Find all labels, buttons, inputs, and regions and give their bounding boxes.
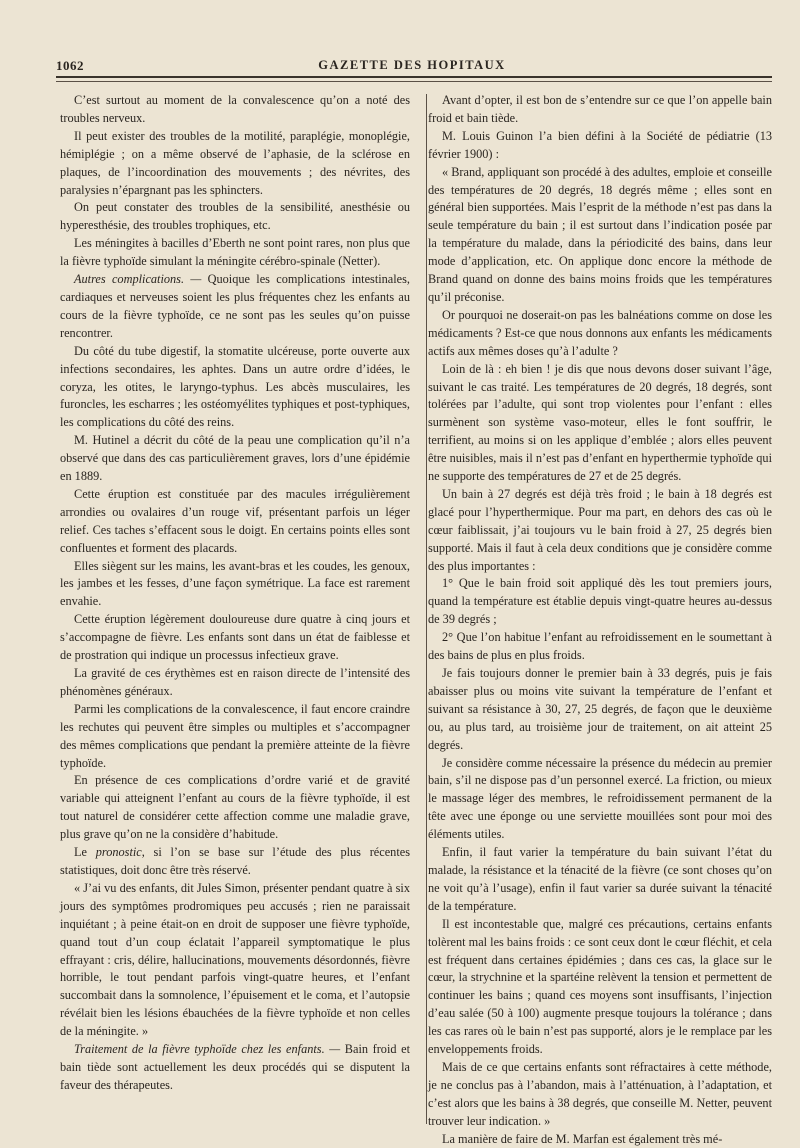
- paragraph: « Brand, appliquant son procédé à des adultes, emploie et conseille des températures de 20 degrés, 18 degrés même ; elles sont en général bien supportées. Mais l’esprit de la méthode n’est pas dans la seule température du bain ; il est surtout dans l’indication posée par la température du malade, dans la périodicité des bains, dans leur mode d’application, etc. On applique donc encore la méthode de Brand quand on donne des bains moins froids que les températures qu’il préconise.: [428, 164, 772, 304]
- paragraph: « J’ai vu des enfants, dit Jules Simon, présenter pendant quatre à six jours des symptômes prodromiques peu accusés ; rien ne paraissait inquiétant ; à peine était-on en droit de supposer une fièvre typhoïde, quand tout d’un coup éclatait l’appareil symptomatique le plus effrayant : cris, délire, hallucinations, mouvements désordonnés, fièvre horrible, le tout pendant parfois vingt-quatre heures, et l’enfant succombait dans la somnolence, l’épuisement et le coma, et l’autopsie révélait bien les lésions ébauchées de la fièvre typhoïde et non celles de la méningite. »: [60, 880, 410, 1039]
- paragraph: Elles siègent sur les mains, les avant-bras et les coudes, les genoux, les jambes et les fesses, d’une façon symétrique. La face est rarement envahie.: [60, 558, 410, 609]
- paragraph: Du côté du tube digestif, la stomatite ulcéreuse, porte ouverte aux infections secondaires, les aphtes. Dans un autre ordre d’idées, le coryza, les otites, le laryngo-typhus. Les abcès musculaires, les furoncles, les escharres ; les ostéomyélites typhiques et post-typhiques, les complications du côté des reins.: [60, 343, 410, 430]
- subheading-pronostic: pronostic: [95, 845, 142, 860]
- left-column: [60, 92, 410, 1095]
- paragraph: La manière de faire de M. Marfan est également très mé-: [442, 1131, 723, 1146]
- paragraph: Il peut exister des troubles de la motilité, paraplégie, monoplégie, hémiplégie ; on a même observé de l’aphasie, de la sclérose en plaques, de l’incoordination des mouvements ; des névrites, des paralysies n’épargnant pas les sphincters.: [60, 128, 410, 197]
- header-rule: [56, 76, 772, 78]
- paragraph: Avant d’opter, il est bon de s’entendre sur ce que l’on appelle bain froid et bain tiède.: [428, 93, 772, 125]
- paragraph: 2° Que l’on habitue l’enfant au refroidissement en le soumettant à des bains de plus en plus froids.: [428, 630, 772, 663]
- paragraph: Je fais toujours donner le premier bain à 33 degrés, puis je fais abaisser plus ou moins vite suivant la température de l’enfant et suivant sa résistance à 30, 27, 25 degrés, de façon que le deuxième ou, au plus tard, au troisième jour de traitement, on ait atteint 25 degrés.: [428, 666, 772, 752]
- paragraph: La gravité de ces érythèmes est en raison directe de l’intensité des phénomènes généraux.: [60, 666, 410, 698]
- paragraph: [60, 1041, 410, 1095]
- paragraph: C’est surtout au moment de la convalescence qu’on a noté des troubles nerveux.: [60, 93, 410, 125]
- paragraph: On peut constater des troubles de la sensibilité, anesthésie ou hyperesthésie, des troubles trophiques, etc.: [60, 200, 410, 233]
- paragraph: Parmi les complications de la convalescence, il faut encore craindre les rechutes qui peuvent être simples ou multiples et s’accompagner des mêmes complications que pendant la première atteinte de la fièvre typhoïde.: [60, 701, 410, 770]
- page-number: 1062: [56, 58, 84, 73]
- paragraph: En présence de ces complications d’ordre varié et de gravité variable qui atteignent l’enfant au cours de la fièvre typhoïde, il est tout naturel de considérer cette affection comme une maladie grave, plus grave qu’on ne la considère d’habitude.: [60, 773, 410, 842]
- paragraph: Les méningites à bacilles d’Eberth ne sont point rares, non plus que la fièvre typhoïde simulant la méningite cérébro-spinale (Netter).: [60, 236, 410, 269]
- page-header: [56, 56, 768, 76]
- paragraph-text: Bain froid et bain tiède sont actuellement les deux procédés qui se disputent la faveur des thérapeutes.: [60, 1042, 410, 1092]
- paragraph: M. Hutinel a décrit du côté de la peau une complication qu’il n’a observé que dans des cas particulièrement graves, lors d’une épidémie en 1889.: [60, 433, 410, 484]
- paragraph: Loin de là : eh bien ! je dis que nous devons doser suivant l’âge, suivant le cas traité. Les températures de 20 degrés, 18 degrés, sont tolérées par l’adulte, qui sont trop violentes pour l’enfant : elles surmènent son système vaso-moteur, elles le font souffrir, le terrifient, au moins si on les applique d’emblée ; alors elles peuvent être nuisibles, mais il n’est pas d’enfant en hyperthermie typhoïde qui ne supporte des températures de 27 et de 25 degrés.: [428, 361, 772, 484]
- paragraph: Cette éruption est constituée par des macules irrégulièrement arrondies ou ovalaires d’un rouge vif, présentant parfois un léger relief. Ces taches s’effacent sous le doigt. En certains points elles sont confluentes et forment des placards.: [60, 486, 410, 555]
- subheading-traitement: Traitement de la fièvre typhoïde chez les enfants. —: [74, 1042, 341, 1057]
- paragraph: M. Louis Guinon l’a bien défini à la Société de pédiatrie (13 février 1900) :: [428, 128, 772, 161]
- header-rule-thin: [56, 81, 772, 82]
- paragraph-text: Quoique les complications intestinales, cardiaques et nerveuses soient les plus fréquentes chez les enfants au cours de la fièvre typhoïde, ce ne sont pas les seules qu’on puisse rencontrer.: [60, 272, 410, 340]
- paragraph: Mais de ce que certains enfants sont réfractaires à cette méthode, je ne conclus pas à l’abandon, mais à l’atténuation, à l’adaptation, et c’est alors que les bains à 38 degrés, que conseille M. Netter, peuvent trouver leur indication. »: [428, 1059, 772, 1128]
- paragraph: [60, 271, 410, 343]
- paragraph: 1° Que le bain froid soit appliqué dès les tout premiers jours, quand la température est établie depuis vingt-quatre heures au-dessus de 39 degrés ;: [428, 576, 772, 627]
- paragraph: Je considère comme nécessaire la présence du médecin au premier bain, s’il ne dispose pas d’un personnel exercé. La friction, ou mieux le massage léger des membres, le refroidissement permanent de la tête avec une éponge ou une serviette mouillées sont pour moi des éléments utiles.: [428, 755, 772, 842]
- paragraph: Enfin, il faut varier la température du bain suivant l’état du malade, la résistance et la ténacité de la fièvre (ce sont choses qu’on ne voit qu’à l’usage), enfin il faut varier sa durée suivant la ténacité de la température.: [428, 845, 772, 913]
- paragraph: Un bain à 27 degrés est déjà très froid ; le bain à 18 degrés est glacé pour l’hyperthermique. Pour ma part, en dehors des cas où le cœur faiblissait, j’ai toujours vu le bain froid à 27, 25 degrés bien supporté. Mais il faut à cela deux conditions que je considère comme des plus importantes :: [428, 486, 772, 573]
- prognostic-prefix: Le: [74, 845, 87, 860]
- right-column: [428, 92, 772, 1148]
- journal-title: GAZETTE DES HOPITAUX: [318, 58, 506, 72]
- subheading-autres-complications: Autres complications. —: [74, 272, 202, 287]
- paragraph: Cette éruption légèrement douloureuse dure quatre à cinq jours et s’accompagne de fièvre. Les enfants sont dans un état de faiblesse et de prostration qui indique un processus infectieux grave.: [60, 612, 410, 663]
- paragraph: [60, 844, 410, 880]
- column-divider: [426, 94, 427, 1124]
- paragraph-text: , si l’on se base sur l’étude des plus récentes statistiques, doit donc être très réservé.: [60, 845, 410, 877]
- paragraph: Il est incontestable que, malgré ces précautions, certains enfants tolèrent mal les bains froids : ce sont ceux dont le cœur fléchit, et cela est fréquent dans certaines épidémies ; dans ces cas, la glace sur le cœur, la strychnine et la spartéine relèvent la tension et permettent de continuer les bains ; quand ces moyens sont insuffisants, l’injection d’eau salée (50 à 100) augmente presque toujours la tolérance ; dans les cas rares où le bain n’est pas supporté, alors je le remplace par les enveloppements froids.: [428, 916, 772, 1057]
- paragraph: Or pourquoi ne doserait-on pas les balnéations comme on dose les médicaments ? Est-ce que nous donnons aux enfants les médicaments actifs aux mêmes doses qu’à l’adulte ?: [428, 307, 772, 358]
